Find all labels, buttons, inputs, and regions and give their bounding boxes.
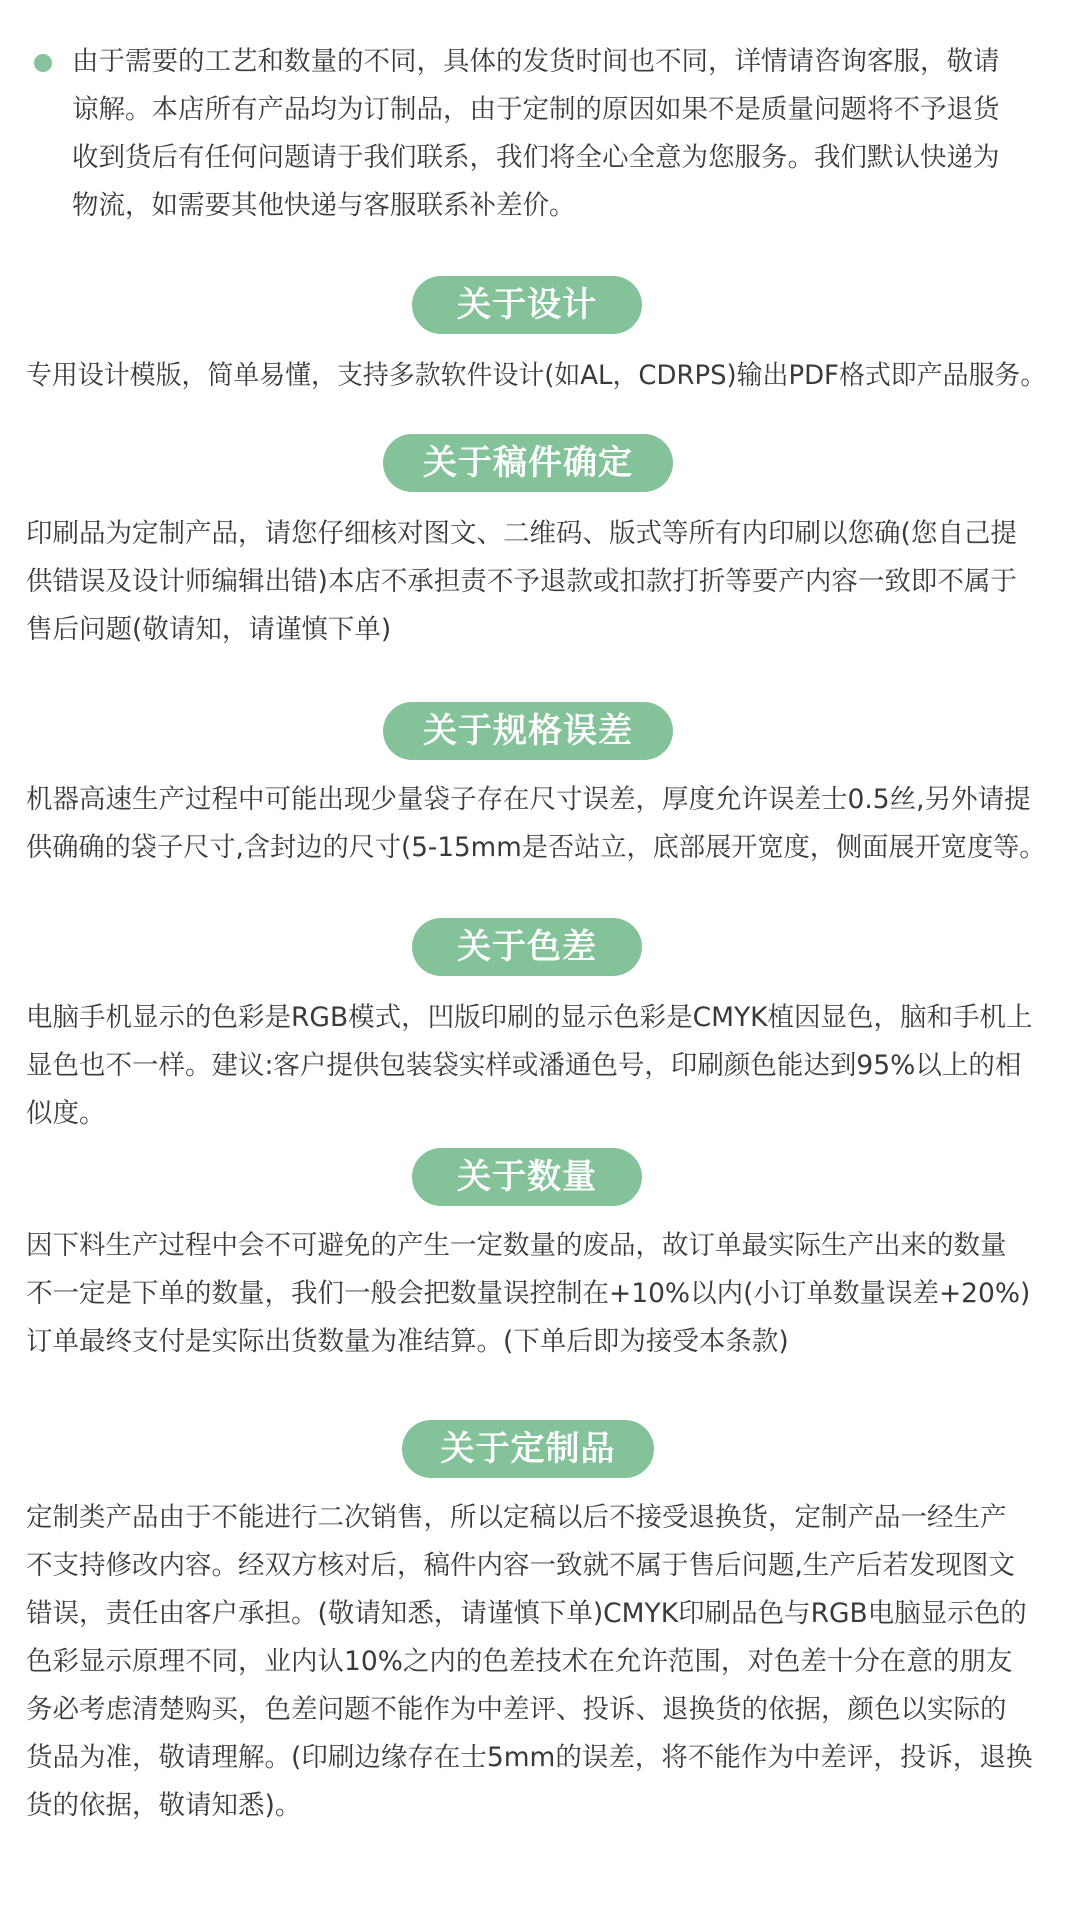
body-line: 供确确的袋子尺寸,含封边的尺寸(5-15mm是否站立，底部展开宽度，侧面展开宽度等。 [26,832,1046,863]
body-line: 印刷品为定制产品，请您仔细核对图文、二维码、版式等所有内印刷以您确(您自己提 [26,518,1017,549]
section-title-design: 关于设计 [412,276,642,334]
body-line: 电脑手机显示的色彩是RGB模式，凹版印刷的显示色彩是CMYK植因显色，脑和手机上 [26,1002,1033,1033]
intro-line: 谅解。本店所有产品均为订制品，由于定制的原因如果不是质量问题将不予退货 [72,94,1000,125]
body-line: 似度。 [26,1098,106,1129]
body-line: 色彩显示原理不同，业内认10%之内的色差技术在允许范围，对色差十分在意的朋友 [26,1646,1013,1677]
body-line: 因下料生产过程中会不可避免的产生一定数量的废品，故订单最实际生产出来的数量 [26,1230,1007,1261]
intro-line: 物流，如需要其他快递与客服联系补差价。 [72,190,576,221]
section-title-size-tolerance: 关于规格误差 [383,702,673,760]
body-line: 货的依据，敬请知悉)。 [26,1790,302,1821]
section-title-color-difference: 关于色差 [412,918,642,976]
body-line: 定制类产品由于不能进行二次销售，所以定稿以后不接受退换货，定制产品一经生产 [26,1502,1007,1533]
body-line: 售后问题(敬请知，请谨慎下单) [26,614,392,645]
body-line: 货品为准，敬请理解。(印刷边缘存在士5mm的误差，将不能作为中差评，投诉，退换 [26,1742,1033,1773]
section-body-size-tolerance [26,776,1046,872]
section-body-design [26,352,1046,400]
section-body-color-difference [26,994,1046,1138]
section-body-custom-products [26,1494,1046,1830]
section-body-quantity [26,1222,1046,1366]
intro-line: 收到货后有任何问题请于我们联系，我们将全心全意为您服务。我们默认快递为 [72,142,1000,173]
body-line: 供错误及设计师编辑出错)本店不承担责不予退款或扣款打折等要产内容一致即不属于 [26,566,1017,597]
section-body-draft-confirmation [26,510,1046,654]
body-line: 错误，责任由客户承担。(敬请知悉，请谨慎下单)CMYK印刷品色与RGB电脑显示色的 [26,1598,1027,1629]
intro-line: 由于需要的工艺和数量的不同，具体的发货时间也不同，详情请咨询客服，敬请 [72,46,1000,77]
section-title-custom-products: 关于定制品 [402,1420,654,1478]
body-line: 机器高速生产过程中可能出现少量袋子存在尺寸误差，厚度允许误差士0.5丝,另外请提 [26,784,1031,815]
body-line: 订单最终支付是实际出货数量为准结算。(下单后即为接受本条款) [26,1326,789,1357]
body-line: 不支持修改内容。经双方核对后，稿件内容一致就不属于售后问题,生产后若发现图文 [26,1550,1015,1581]
body-line: 不一定是下单的数量，我们一般会把数量误控制在+10%以内(小订单数量误差+20%) [26,1278,1031,1309]
section-title-draft-confirmation: 关于稿件确定 [383,434,673,492]
section-title-quantity: 关于数量 [412,1148,642,1206]
body-line: 专用设计模版，简单易懂，支持多款软件设计(如AL，CDRPS)输出PDF格式即产品服务。 [26,360,1047,391]
body-line: 显色也不一样。建议:客户提供包装袋实样或潘通色号，印刷颜色能达到95%以上的相 [26,1050,1022,1081]
intro-paragraph [72,38,1052,230]
body-line: 务必考虑清楚购买，色差问题不能作为中差评、投诉、退换货的依据，颜色以实际的 [26,1694,1007,1725]
bullet-dot-icon [34,54,52,72]
